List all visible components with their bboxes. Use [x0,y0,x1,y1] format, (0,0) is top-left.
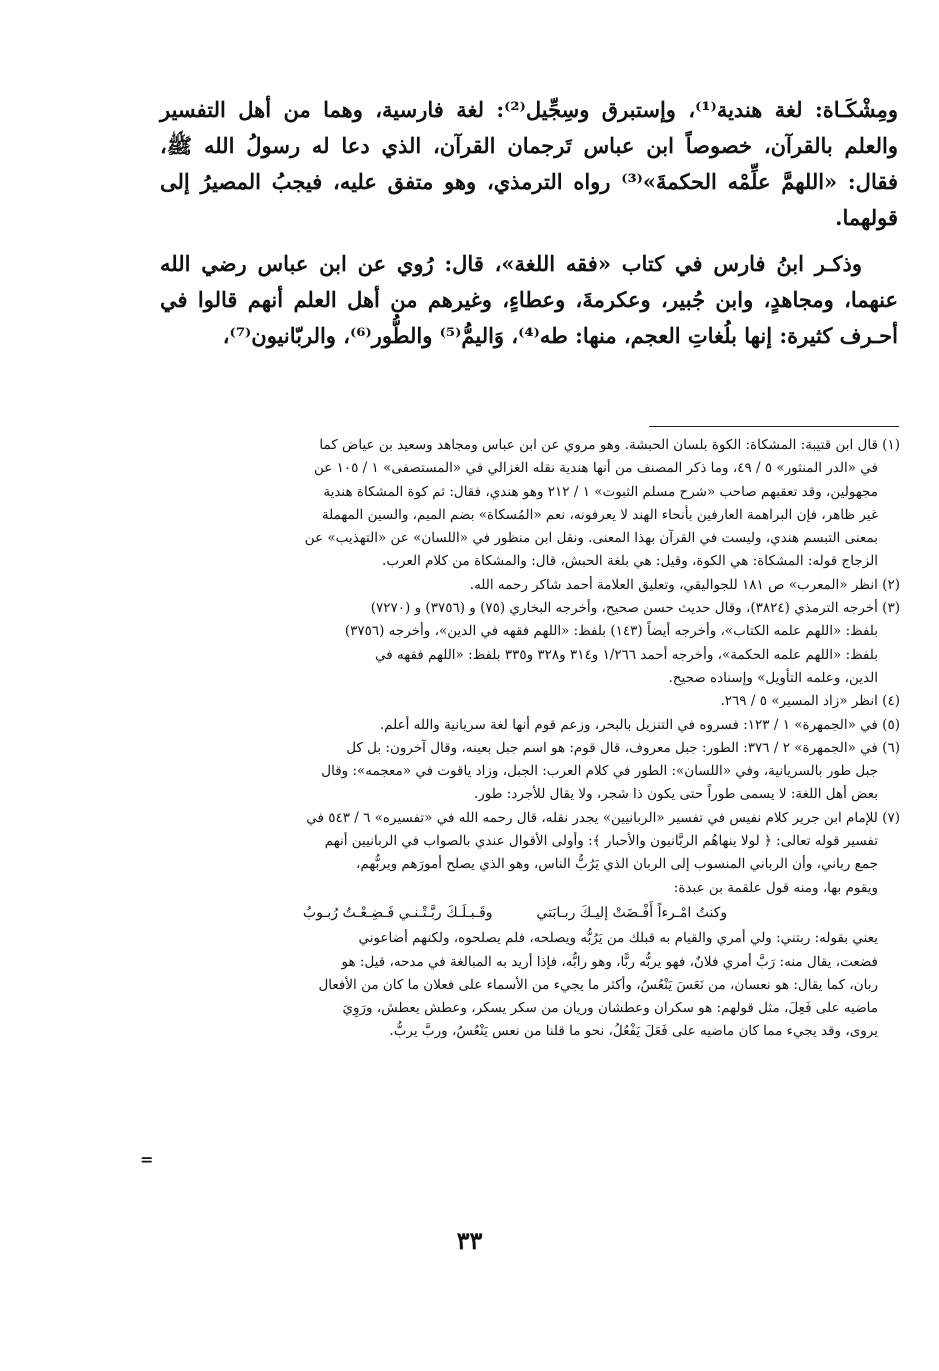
footnote-line: بلفظ: «اللهم علمه الحكمة»، وأخرجه أحمد ١/٢٦٦ و٣١٤ و٣٢٨ و٣٣٥ بلفظ: «اللهم فقهه في [374,646,878,663]
footnote-line: يروى، وقد يجيء مما كان ماضيه على فَعَلَ يَفْعُلُ، نحو ما قلنا من نعس يَنْعُسُ، وربَّ يربُّ. [389,1023,878,1040]
footnote-3 [150,597,900,690]
footnote-line: (١) قال ابن قتيبة: المشكاة: الكوة بلسان الحبشة. وهو مروي عن ابن عباس ومجاهد وسعيد بن عياض كما [319,437,900,453]
footnote-7 [150,807,900,1044]
footnote-line: الزجاج قوله: المشكاة: هي الكوة، وقيل: هي بلغة الحبش، قال: والمشكاة من كلام العرب. [382,553,878,570]
verse-second-hemistich: وقَـبـلَـكَ ربَّـتْـنـي فَـضِـعْـتُ رُبـوبُ [302,904,493,921]
footnote-line: الدين، وعلمه التأويل» وإسناده صحيح. [668,669,878,686]
footnote-2 [150,574,900,597]
footnote-5 [150,714,900,737]
footnote-line: (٥) في «الجمهرة» ١ / ١٢٣: فسروه في التنزيل بالبحر، وزعم قوم أنها لغة سريانية والله أعلم. [379,716,900,733]
footnote-6 [150,737,900,807]
footnote-line: (٦) في «الجمهرة» ٢ / ٣٧٦: الطور: جبل معروف، قال قوم: هو اسم جبل بعينه، وقال آخرون: بل كل [346,739,900,756]
footnote-1 [150,434,900,574]
footnote-line: تفسير قوله تعالى: ﴿ لولا ينهاهُم الربَّانيون والأحبار ﴾: وأولى الأقوال عندي بالصواب في الربانيين أنهم [324,833,878,850]
footnote-4 [150,690,900,713]
page-number: ٣٣ [456,1226,483,1255]
footnote-line: (٢) انظر «المعرب» ص ١٨١ للجواليقي، وتعليق العلامة أحمد شاكر رحمه الله. [469,576,900,593]
footnote-line: مجهولين، وقد تعقبهم صاحب «شرح مسلم الثبوت» ١ / ٢١٢ وهو هندي، فقال: ثم كوة المشكاة هندية [323,483,878,500]
footnote-line: (٤) انظر «زاد المسير» ٥ / ٢٦٩. [720,693,900,710]
footnote-line: فضعت، يقال منه: رَبَّ أمري فلانٌ، فهو يربُّه ربًّا، وهو رابُّه، فإذا أريد به المبالغة في مدحه، قيل: هو [341,953,878,970]
footnote-line: ماضيه على فَعِلَ، مثل قولهم: هو سكران وعطشان وريان من سكر يسكر، وعطش يعطش، ورَوِيَ [342,1000,878,1017]
main-paragraph-1: ومِشْكَـاة: لغة هندية⁽¹⁾، وإستبرق وسِجِّيل⁽²⁾: لغة فارسية، وهما من أهل التفسير والعلم بالقرآن، خصوصاً ابن عباس تَرجمان القرآن، الذي دعا له رسولُ الله ﷺ، فقال: «اللهمَّ علِّمْه الحكمةَ»⁽³⁾ رواه الترمذي، وهو متفق عليه، فيجبُ المصيرُ إلى قولهما. [160,97,899,230]
footnote-line: (٣) أخرجه الترمذي (٣٨٢٤)، وقال حديث حسن صحيح، وأخرجه البخاري (٧٥) و (٣٧٥٦) و (٧٢٧٠) [370,600,900,617]
footnote-line: بلفظ: «اللهم علمه الكتاب»، وأخرجه أيضاً (١٤٣) بلفظ: «اللهم فقهه في الدين»، وأخرجه (٣٧٥٦) [344,623,878,640]
footnote-line: يعني بقوله: ربتني: ولي أمري والقيام به قبلك من يَرُبُّه ويصلحه، فلم يصلحوه، ولكنهم أضاعوني [358,930,878,947]
footnote-line: في «الدر المنثور» ٥ / ٤٩، وما ذكر المصنف من أنها هندية نقله الغزالي في «المستصفى» ١ / ١٠٥ عن [313,460,878,477]
footnote-line: بعض أهل اللغة: لا يسمى طوراً حتى يكون ذا شجر، ولا يقال للأجرد: طور. [473,786,878,803]
footnote-divider [649,426,899,427]
continuation-mark: = [140,1150,154,1169]
footnotes [150,434,900,1044]
footnote-line: ويقوم بها، ومنه قول علقمة بن عبدة: [673,879,878,896]
footnote-line: (٧) للإمام ابن جرير كلام نفيس في تفسير «الربانيين» يجدر نقله، قال رحمه الله في «تفسيره» ٦ / ٥٤٣ في [306,809,900,826]
verse-first-hemistich: وكنتُ امْـرءاً أَفْـضَتْ إليـكَ ربـابَتي [536,904,728,921]
footnote-line: جبل طور بالسريانية، وفي «اللسان»: الطور في كلام العرب: الجبل، وزاد ياقوت في «معجمه»: وقال [321,763,878,780]
footnote-line: جمع رباني، وأن الرباني المنسوب إلى الربان الذي يَرُبُّ الناس، وهو الذي يصلح أمورَهم ويربُّهم، [356,856,878,873]
main-paragraph-2: وذكـر ابنُ فارس في كتاب «فقه اللغة»، قال: رُوي عن ابن عباس رضي الله عنهما، ومجاهدٍ، وابن جُبير، وعكرمةَ، وعطاءٍ، وغيرهم من أهل العلم أنهم قالوا في أحـرف كثيرة: إنها بلُغاتِ العجم، منها: طه⁽⁴⁾، وَاليمُّ⁽⁵⁾ والطُّور⁽⁶⁾، والربّانيون⁽⁷⁾، [160,251,898,348]
footnote-line: بمعنى التبسم هندي، وليست في القرآن بهذا المعنى. ونقل ابن منظور في «اللسان» عن «التهذيب» عن [304,530,878,547]
footnote-line: ربان، كما يقال: هو نعسان، من نَعَسَ يَنْعُسُ، وأكثر ما يجيء من الأسماء على فعلان ما كان من الأفعال [318,976,878,993]
poetry-verse [150,900,900,927]
footnote-line: غير ظاهر، فإن البراهمة العارفين بأنحاء الهند لا يعرفونه، نعم «المُسكاة» بضم الميم، والسين المهملة [321,506,878,523]
main-text [160,92,898,354]
